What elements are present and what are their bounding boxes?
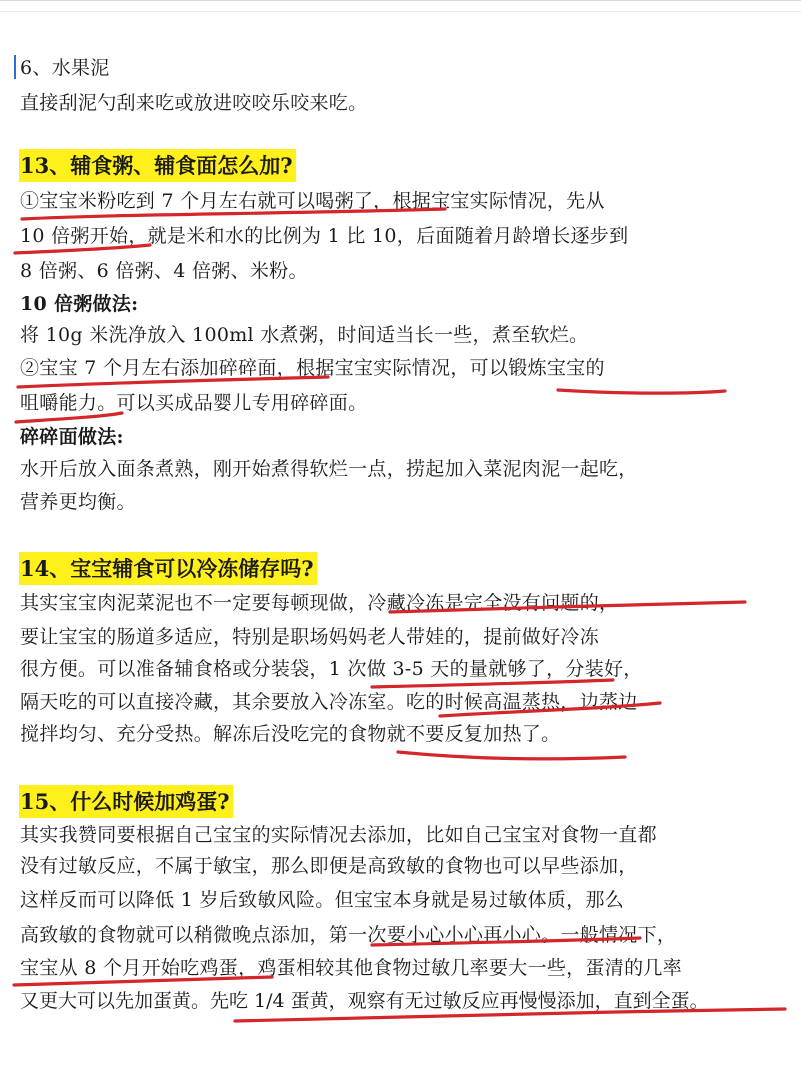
section14-line-5: 搅拌均匀、充分受热。解冻后没吃完的食物就不要反复加热了。 [20, 723, 561, 745]
section6-body: 直接刮泥勺刮来吃或放进咬咬乐咬来吃。 [20, 92, 368, 114]
section13-heading: 13、辅食粥、辅食面怎么加? [19, 149, 296, 182]
page-top-edge [0, 0, 801, 23]
section15-heading: 15、什么时候加鸡蛋? [19, 785, 233, 818]
section13-sub2-line-2: 营养更均衡。 [20, 491, 136, 513]
section13-line-2: 10 倍粥开始，就是米和水的比例为 1 比 10，后面随着月龄增长逐步到 [20, 225, 629, 247]
section15-line-5: 宝宝从 8 个月开始吃鸡蛋，鸡蛋相较其他食物过敏几率要大一些，蛋清的几率 [20, 957, 682, 979]
section14-line-1: 其实宝宝肉泥菜泥也不一定要每顿现做，冷藏冷冻是完全没有问题的， [20, 592, 619, 614]
section13-para2-line-1: ②宝宝 7 个月左右添加碎碎面，根据宝宝实际情况，可以锻炼宝宝的 [20, 357, 605, 379]
section13-sub1-title: 10 倍粥做法: [20, 293, 139, 315]
section14-heading: 14、宝宝辅食可以冷冻储存吗? [19, 552, 317, 585]
text-cursor [14, 55, 16, 79]
section13-line-1: ①宝宝米粉吃到 7 个月左右就可以喝粥了，根据宝宝实际情况，先从 [20, 190, 605, 212]
pen-underline [558, 390, 725, 393]
section15-line-1: 其实我赞同要根据自己宝宝的实际情况去添加，比如自己宝宝对食物一直都 [20, 824, 657, 846]
section14-line-4: 隔天吃的可以直接冷藏，其余要放入冷冻室。吃的时候高温蒸热，边蒸边 [20, 691, 638, 713]
section15-line-3: 这样反而可以降低 1 岁后致敏风险。但宝宝本身就是易过敏体质，那么 [20, 889, 625, 911]
section13-para2-line-2: 咀嚼能力。可以买成品婴儿专用碎碎面。 [20, 392, 368, 414]
section13-sub2-title: 碎碎面做法: [20, 426, 124, 448]
section14-line-2: 要让宝宝的肠道多适应，特别是职场妈妈老人带娃的，提前做好冷冻 [20, 626, 600, 648]
section15-line-6: 又更大可以先加蛋黄。先吃 1/4 蛋黄，观察有无过敏反应再慢慢添加，直到全蛋。 [20, 990, 709, 1012]
section15-line-2: 没有过敏反应，不属于敏宝，那么即便是高致敏的食物也可以早些添加， [20, 855, 638, 877]
pen-underline [398, 752, 625, 759]
section13-sub1-line-1: 将 10g 米洗净放入 100ml 水煮粥，时间适当长一些，煮至软烂。 [20, 324, 589, 346]
section14-line-3: 很方便。可以准备辅食格或分装袋，1 次做 3-5 天的量就够了，分装好， [20, 658, 643, 680]
section15-line-4: 高致敏的食物就可以稍微晚点添加，第一次要小心小心再小心。一般情况下， [20, 924, 677, 946]
section6-title: 6、水果泥 [20, 57, 110, 79]
section13-sub2-line-1: 水开后放入面条煮熟，刚开始煮得软烂一点，捞起加入菜泥肉泥一起吃， [20, 458, 638, 480]
section13-line-3: 8 倍粥、6 倍粥、4 倍粥、米粉。 [20, 260, 308, 282]
